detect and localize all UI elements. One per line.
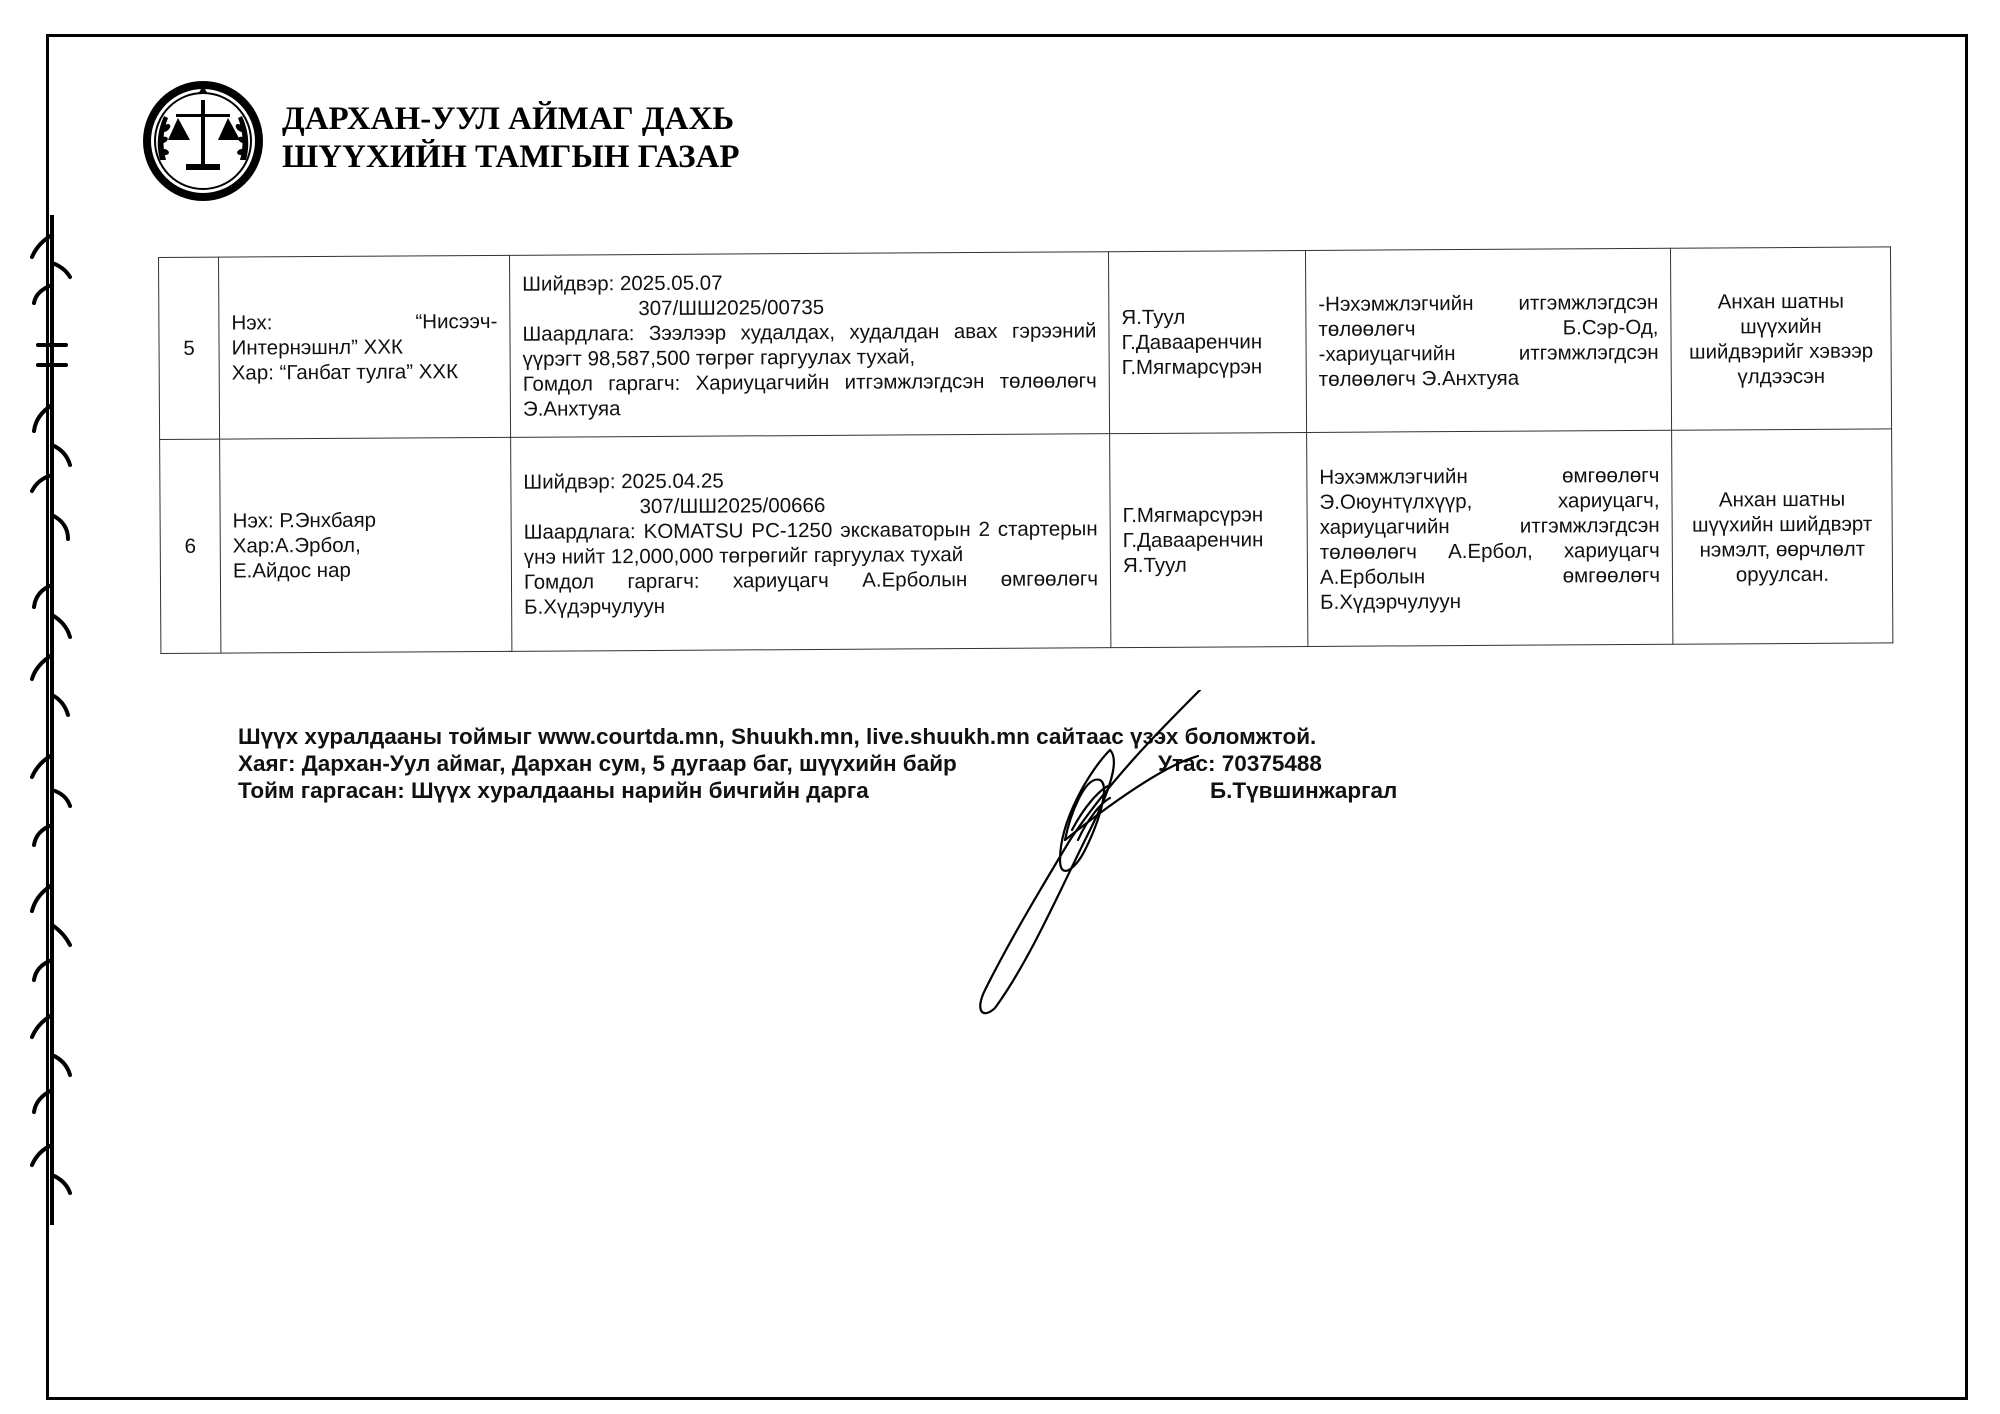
table-row: [160, 429, 1893, 654]
judge-name: Г.Мягмарсүрэн: [1122, 503, 1264, 528]
case-participants: Нэхэмжлэгчийн өмгөөлөгч Э.Оюунтүлхүүр, хариуцагч, хариуцагчийн итгэмжлэгдсэн төлөөлөгч А.Ербол, хариуцагч А.Ерболын өмгөөлөгч Б.Хүдэрчулуун: [1307, 430, 1673, 646]
appellant: Гомдол гаргагч: Хариуцагчийн итгэмжлэгдсэн төлөөлөгч Э.Анхтуяа: [522, 368, 1097, 421]
decision-number: 307/ШШ2025/00735: [638, 295, 825, 320]
decision-number: 307/ШШ2025/00666: [639, 493, 826, 518]
party-line: “Нисээч-: [415, 309, 498, 334]
party-line: Хар:А.Эрбол,: [232, 533, 361, 558]
case-decision: [509, 252, 1109, 438]
decision-date: Шийдвэр: 2025.04.25: [523, 469, 724, 494]
court-emblem-icon: [140, 78, 266, 204]
judge-name: Я.Туул: [1122, 553, 1187, 578]
case-judges: [1110, 432, 1308, 647]
table-row: [159, 247, 1892, 440]
footer-signer: Б.Түвшинжаргал: [1210, 778, 1398, 803]
case-parties: [219, 255, 511, 439]
case-judges: [1108, 250, 1306, 433]
case-result: Анхан шатны шүүхийн шийдвэрт нэмэлт, өөрчлөлт оруулсан.: [1672, 429, 1893, 644]
case-participants: -Нэхэмжлэгчийн итгэмжлэгдсэн төлөөлөгч Б.Сэр-Од, -хариуцагчийн итгэмжлэгдсэн төлөөлөгч Э.Анхтуяа: [1305, 248, 1671, 432]
claim: Шаардлага: Зээлээр худалдах, худалдан авах гэрээний үүрэгт 98,587,500 төгрөг гаргуулах тухай,: [522, 318, 1097, 371]
case-number: 5: [159, 257, 220, 439]
case-decision: [511, 434, 1111, 652]
footer-phone: Утас: 70375488: [1158, 751, 1322, 776]
appellant: Гомдол гаргагч: хариуцагч А.Ерболын өмгөөлөгч Б.Хүдэрчулуун: [523, 566, 1099, 619]
claim: Шаардлага: KOMATSU PC-1250 экскаваторын 2 стартерын үнэ нийт 12,000,000 төгрөгийг гаргуулах тухай: [523, 516, 1098, 569]
org-title-line1: ДАРХАН-УУЛ АЙМАГ ДАХЬ: [282, 101, 735, 137]
footer-website-note: Шүүх хуралдааны тоймыг www.courtda.mn, Shuukh.mn, live.shuukh.mn сайтаас үзэх боломжтой.: [238, 724, 1317, 749]
vertical-mongolian-script: [18, 215, 88, 1225]
party-line: Е.Айдос нар: [232, 558, 351, 583]
organization-title: [282, 100, 982, 176]
case-result: Анхан шатны шүүхийн шийдвэрийг хэвээр үлдээсэн: [1670, 247, 1891, 430]
party-line: Нэх: Р.Энхбаяр: [232, 508, 377, 533]
footer-address: Хаяг: Дархан-Уул аймаг, Дархан сум, 5 дугаар баг, шүүхийн байр: [238, 751, 957, 776]
party-line: Хар: “Ганбат тулга” ХХК: [231, 360, 459, 385]
judge-name: Г.Давааренчин: [1121, 330, 1263, 355]
org-title-line2: ШҮҮХИЙН ТАМГЫН ГАЗАР: [282, 139, 740, 175]
judge-name: Я.Туул: [1121, 305, 1186, 330]
handwritten-signature: [960, 690, 1210, 1020]
judge-name: Г.Мягмарсүрэн: [1121, 355, 1263, 380]
judge-name: Г.Давааренчин: [1122, 528, 1264, 553]
party-line: Интернэшнл” ХХК: [231, 335, 403, 360]
case-number: 6: [160, 439, 221, 653]
footer-issued-by: Тойм гаргасан: Шүүх хуралдааны нарийн бичгийн дарга: [238, 778, 869, 803]
case-schedule-table: [158, 246, 1893, 654]
party-line: Нэх:: [231, 311, 273, 335]
decision-date: Шийдвэр: 2025.05.07: [522, 271, 723, 296]
case-parties: [220, 437, 512, 653]
footer-notes: [238, 723, 1538, 804]
